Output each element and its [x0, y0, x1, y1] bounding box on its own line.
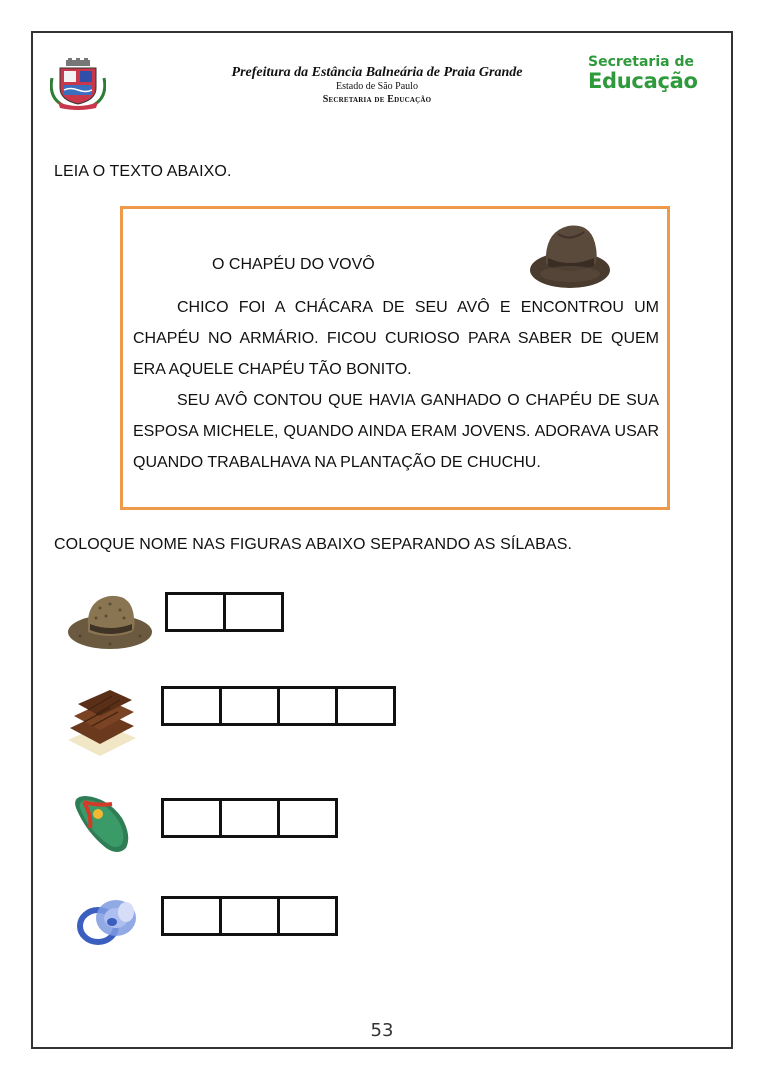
read-instruction: LEIA O TEXTO ABAIXO. [54, 163, 232, 180]
syllable-box[interactable] [277, 896, 338, 936]
city-title: Prefeitura da Estância Balneária de Praia Grande [231, 65, 523, 80]
municipal-coat-of-arms-icon [50, 58, 106, 110]
syllable-box[interactable] [277, 798, 338, 838]
syllable-box[interactable] [219, 686, 280, 726]
syllable-boxes-chocolate [161, 686, 396, 726]
syllable-box[interactable] [165, 592, 226, 632]
logo-line-2: Educação [588, 69, 698, 93]
syllable-boxes-flip-flop [161, 798, 338, 838]
hat-icon [66, 588, 154, 652]
hat-icon [528, 212, 612, 292]
syllable-instruction: COLOQUE NOME NAS FIGURAS ABAIXO SEPARANDO AS SÍLABAS. [54, 536, 573, 553]
flip-flop-icon [68, 792, 134, 856]
syllable-box[interactable] [161, 896, 222, 936]
header-block [200, 64, 554, 107]
chocolate-icon [64, 688, 140, 758]
syllable-box[interactable] [161, 798, 222, 838]
syllable-boxes-pacifier [161, 896, 338, 936]
story-paragraph-2: SEU AVÔ CONTOU QUE HAVIA GANHADO O CHAPÉU DE SUA ESPOSA MICHELE, QUANDO AINDA ERAM JOVENS. ADORAVA USAR QUANDO TRABALHAVA NA PLANTAÇÃO DE CHUCHU. [133, 392, 659, 471]
syllable-box[interactable] [223, 592, 284, 632]
syllable-box[interactable] [277, 686, 338, 726]
pacifier-icon [76, 892, 140, 948]
education-secretariat-logo [588, 54, 703, 92]
story-paragraph-1: CHICO FOI A CHÁCARA DE SEU AVÔ E ENCONTROU UM CHAPÉU NO ARMÁRIO. FICOU CURIOSO PARA SABER DE QUEM ERA AQUELE CHAPÉU TÃO BONITO. [133, 299, 659, 378]
syllable-box[interactable] [161, 686, 222, 726]
page-number: 53 [370, 1020, 394, 1041]
story-body [133, 292, 659, 478]
department-name: Secretaria de Educação [322, 94, 432, 105]
syllable-box[interactable] [219, 798, 280, 838]
story-title: O CHAPÉU DO VOVÔ [212, 256, 375, 273]
state-name: Estado de São Paulo [336, 81, 418, 92]
syllable-box[interactable] [219, 896, 280, 936]
logo-line-1: Secretaria de [588, 54, 694, 70]
syllable-box[interactable] [335, 686, 396, 726]
syllable-boxes-hat [165, 592, 284, 632]
